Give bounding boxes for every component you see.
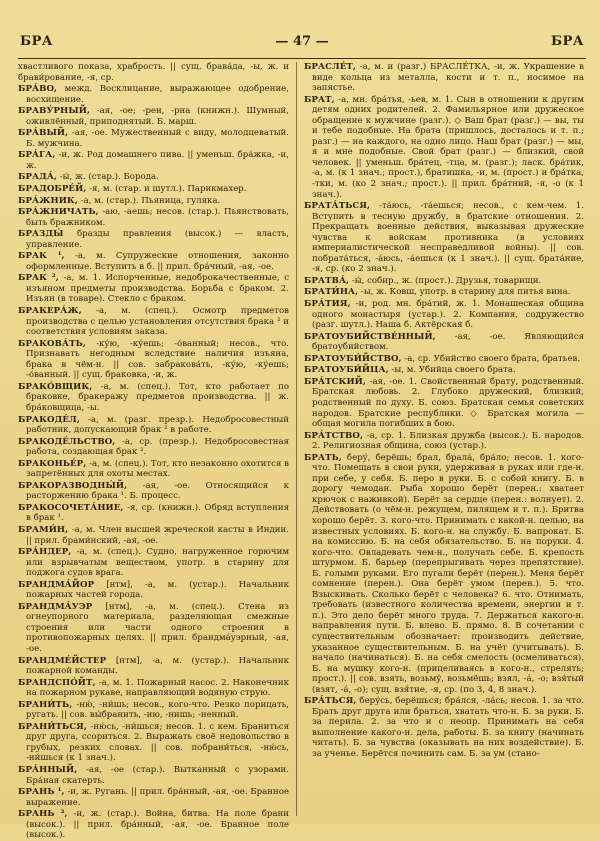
dictionary-entry [18,273,289,305]
entry-definition: -та́юсь, -та́ешься; несов., с кем-чем. 1. Вступить в тесную дружбу, в братские отношения. 2. Прекращать военные действия, выказывая дружеские чувства к войскам противника (в условиях империалистической несправедливой войны). || сов. побрата́ться, -а́юсь, -а́ешься (к 1 знач.). || сущ. брата́ние, -я, ср. (ко 2 знач.). [312,201,585,275]
dictionary-entry [18,459,289,480]
left-guide-word: БРА [20,34,53,49]
dictionary-entry [18,547,289,579]
dictionary-entry [304,453,584,696]
entry-definition: -ы, ж. Ковш, употр. в старину для питья вина. [360,287,571,298]
dictionary-entry [18,150,289,171]
dictionary-entry [18,207,289,228]
entry-headword: БРАСЛЕ́Т, [304,62,356,72]
dictionary-entry [18,339,289,381]
dictionary-entry [304,62,584,94]
entry-definition: -а, ср. (презр.). Недобросовестная работа, создающая брак ². [26,436,289,458]
entry-headword: БРАДА́, [18,172,58,183]
dictionary-entry [18,128,289,149]
dictionary-entry [18,196,289,207]
entry-definition: -ню́, -ни́шь; несов., кого-что. Резко порицать, ругать. || сов. вы́бранить, -ню, -нишь; -ненный. [26,699,289,721]
entry-headword: БРАНДМЕ́ЙСТЕР [18,655,107,666]
right-guide-word: БРА [551,34,584,49]
entry-definition: -ая, -ое; -рен, -рна (книжн.). Шумный, оживлённый, приподнятый. Б. марш. [26,106,289,127]
entry-definition: -ы́, собир., ж. (прост.). Друзья, товарищи. [351,275,542,286]
entry-headword: БРАКЕРА́Ж, [18,306,82,317]
dictionary-entry [304,201,584,275]
dictionary-entry [304,377,584,430]
entry-definition: -ая, -ое. Являющийся братоубийством. [312,331,584,353]
entry-definition: -а, м. (разг. презр.). Недобросовестный работник, допускающий брак ² в работе. [26,414,289,436]
entry-headword: БРАКОРАЗВОДНЫ́Й, [18,480,128,491]
entry-definition: [нтм], -а, м. (спец.). Стена из огнеупорного материала, разделяющая смежные строения или части одного строения в противопожарных целях. || прил. брандма́уэрный, -ая, -ое. [26,601,289,654]
entry-headword: БРАКОНЬЕ́Р, [18,458,87,469]
entry-headword: БРАНИ́ТЬ, [18,699,73,710]
entry-headword: БРА́ТЬСЯ, [304,696,357,707]
entry-definition: бразды правления (высок.) — власть, управление. [26,229,290,250]
entry-headword: БРАНДСПО́ЙТ, [18,677,96,688]
entry-headword: БРАТОУБИ́ЙЦА, [304,365,389,376]
dictionary-entry [18,172,289,183]
entry-headword: БРА́ВЫЙ, [18,128,69,139]
entry-headword: БРАНДМА́УЭР [18,601,93,612]
dictionary-entry [304,431,584,452]
entry-definition: -а, м. (спец.). Судно, нагруженное горючим или взрывчатым веществом, употр. в старину для поджога судов врага. [26,547,289,579]
entry-headword: БРА́ТСТВО, [304,430,364,441]
entry-definition: -аю, -аешь; несов. (стар.). Пьянствовать, быть бражником. [26,207,289,228]
entry-definition: беру́сь, берёшься; бра́лся, -ла́сь; несов. 1. за что. Брать друг друга или браться, хватать что-н. Б. за руки. Б. за перила. 2. за что и с неопр. Принимать на себя выполнение какого-н. дела, работы. Б. за книгу (начинать читать). Б. за чувства (оказывать на них воздействие). Б. за ученье. Берётся починить сам. Б. за ум (стано- [312,696,584,759]
entry-definition: -а, м. Супружеские отношения, законно оформленные. Вступить в б. || прил. бра́чный, -ая, -ое. [26,251,289,272]
dictionary-entry [18,722,289,764]
entry-definition: -а, м. 1. Испорченные, недоброкачественные, с изъяном предметы производства. Борьба с браком. 2. Изъян (в товаре). Стекло с браком. [26,273,290,305]
entry-definition: -ню́сь, -ни́шься; несов. 1. с кем. Браниться друг друга, ссориться. 2. Выражать своё недовольство в грубых, резких словах. || сов. побрани́ться, -ню́сь, -ни́шься (к 1 знач.). [26,721,290,764]
entry-definition: -ку́ю, -ку́ешь; -о́ванный; несов., что. Признавать негодным вследствие наличия изъяна, брака в чём-н. || сов. забракова́ть, -ку́ю, -ку́ешь; -о́ванный. || сущ. браковка, -и, ж. [26,338,290,381]
entry-headword: БРАВУ́РНЫЙ, [18,106,91,117]
dictionary-entry [18,700,289,721]
entry-definition: -ы, м. Убийца своего брата. [391,365,516,376]
entry-headword: БРАНЬ ², [18,809,68,820]
entry-definition: -а, м. (спец.). Тот, кто незаконно охотится в запретённых для охоты местах. [26,458,289,480]
entry-headword: БРАНДМА́ЙОР [18,579,95,590]
dictionary-entry [304,365,584,376]
entry-headword: БРАТОУБИЙСТВЕ́ННЫЙ, [304,331,436,342]
entry-definition: -я, м. (стар. и шутл.). Парикмахер. [89,184,247,195]
entry-headword: БРА́ТИЯ, [304,299,351,310]
dictionary-entry [18,184,289,195]
dictionary-entry [18,106,289,127]
dictionary-entry [304,332,584,353]
entry-definition: [нтм], -а, м. (устар.). Начальник пожарных частей города. [26,579,290,601]
dictionary-entry [18,382,289,414]
entry-headword: БРАТ, [304,94,335,105]
entry-headword: БРА́ННЫЙ, [18,765,78,775]
dictionary-entry [18,580,289,601]
dictionary-entry [304,696,584,759]
entry-headword: БРАТИ́НА, [304,287,359,298]
page-number: — 47 — [275,34,329,49]
dictionary-entry [18,678,289,699]
entry-definition: -а, м. Член высшей жреческой касты в Индии. || прил. брами́нский, -ая, -ое. [26,524,289,546]
dictionary-entry [18,503,289,524]
entry-definition: -ая, -ое (стар.). Вытканный с узорами. Бра́ная скатерть. [26,765,290,786]
entry-definition: -а, ср. Убийство своего брата, братьев. [404,353,581,364]
entry-definition: -а, м. (спец.). Тот, кто работает по браковке, бракеражу предметов производства. || ж. бра́ковщица, -ы. [26,381,290,413]
entry-headword: БРАМИ́Н, [18,524,69,535]
entry-definition: -ы́, ж. (стар.). Борода. [59,172,159,183]
entry-definition: -а, м. 1. Пожарный насос. 2. Наконечник на пожарном рукаве, направляющий водяную струю. [26,677,290,699]
dictionary-entry [18,251,289,272]
right-column [304,62,584,818]
entry-headword: БРА́ЖНИЧАТЬ, [18,207,99,218]
entry-headword: БРАТА́ТЬСЯ, [304,201,371,212]
entry-headword: БРАДОБРЕ́Й, [18,184,87,195]
dictionary-entry [18,306,289,338]
entry-definition: -а, мн. бра́тья, -ьев, м. 1. Сын в отношении к другим детям одних родителей. 2. Фамильярное или дружеское обращение к мужчине (разг.). ◇ Ваш брат (разг.) — вы, ты и тебе подобные. На брата (пришлось, досталось и т. п.; разг.) — на каждого, на одно лицо. Наш брат (разг.) — мы, я и мне подобные. Свой брат (разг.) — близкий, свой человек. || уменьш. бра́тец, -тца, м. (разг.); ласк. бра́тик, -а, м. (к 1 знач.; прост.), братишка, -и, м. (прост.) и бра́тка, -тки, м. (ко 2 знач.; прост.). || прил. бра́тний, -я, -о (к 1 знач.). [312,94,584,200]
dictionary-entry [18,602,289,655]
entry-headword: БРА́ВО, [18,84,58,95]
entry-headword: БРАТЬ, [304,452,342,463]
entry-headword: БРАТОУБИ́ЙСТВО, [304,353,402,364]
entry-headword: БРАНЬ ¹, [18,787,65,798]
dictionary-entry [18,787,289,808]
entry-definition: -и, род. мн. бра́тий, ж. 1. Монашеская община одного монастыря (устар.). 2. Компания, содружество (разг. шутл.). Наша б. Актёрская б. [312,299,584,331]
entry-definition: хвастливого показа, храбрость. || сущ. брава́да, -ы, ж. и брави́рование, -я, ср. [18,62,289,83]
entry-headword: БРАКО́ВЩИК, [18,381,93,392]
left-column [18,62,290,841]
entry-definition: -ая, -ое. Мужественный с виду, молодцеватый. Б. мужчина. [26,128,289,149]
entry-headword: БРАТВА́, [304,275,350,286]
header-rule [18,58,586,59]
dictionary-entry [18,481,289,502]
column-divider [296,62,297,816]
dictionary-entry [304,95,584,200]
entry-headword: БРА́ТСКИЙ, [304,376,366,387]
entry-headword: БРАКОВА́ТЬ, [18,338,86,349]
entry-definition: -и, ж. Род домашнего пива. || уменьш. бра́жка, -и, ж. [26,150,290,171]
entry-headword: БРАЗДЫ́ [18,229,64,240]
entry-headword: БРАК ¹, [18,251,65,262]
entry-headword: БРА́ЖНИК, [18,195,78,206]
entry-headword: БРАКОДЕ́ЛЬСТВО, [18,436,116,447]
page-header [18,34,586,52]
dictionary-entry [18,84,289,105]
entry-definition: -а, м. (стар.). Пьяница, гуляка. [80,195,221,206]
entry-definition: межд. Восклицание, выражающее одобрение, восхищение. [26,84,290,105]
entry-definition: -а, ср. 1. Близкая дружба (высок.). Б. народов. 2. Религиозная община, союз (устар.). [312,430,584,452]
dictionary-entry [18,62,289,83]
entry-definition: -ая, -ое. Относящийся к расторжению брака ¹. Б. процесс. [26,480,289,502]
entry-definition: -и, ж. (стар.). Война, битва. На поле брани (высок.). || прил. бра́нный, -ая, -ое. Бранное поле (высок.). [26,809,290,841]
dictionary-entry [18,415,289,436]
dictionary-entry [18,656,289,677]
entry-definition: -а, м. и (разг.) БРАСЛЕ́ТКА, -и, ж. Украшение в виде кольца из металла, кости и т. п., носимое на запястье. [312,62,585,94]
entry-headword: БРАКОСОЧЕТА́НИЕ, [18,502,124,513]
entry-definition: беру́, берёшь; брал, брала́, бра́ло; несов. 1. кого-что. Помещать в свои руки, удерживая в руках или где-н. при себе, у себя. Б. перо в руки. Б. с собой книгу. Б. в дорогу чемодан. Рыба хорошо берёт (перен.: хватает крючок с наживкой). Берёт за сердце (перен.: волнует). 2. Действовать (о чём-н. режущем, пилящем и т. п.). Бритва хорошо берёт. 3. кого-что. Принимать с какой-н. целью, на известных условиях. Б. кого-н. на службу. Б. напрокат. Б. на комиссию. Б. на себя обязательство. Б. на поруки. 4. кого-что. Овладевать чем-н., получать себе. Б. крепость штурмом. Б. барьер (перепрыгивать через препятствие). Б. голыми руками. Его пугали берёт (перен.). Меня берёт сомнение (перен.). Она берёт умом (перен.). 5. что. Взыскивать. Сколько берёт с человека? 6. что. Отнимать, требовать (известного количества времени, энергии и т. п.). Это дело берёт много труда. 7. Держаться какого-н. направления пути. Б. влево. Б. прямо. 8. В сочетании с существительным обозначает: производить действие, указанное существительным. Б. на учёт (учитывать). Б. начало (начинаться). Б. на себя смелость (осмеливаться). Б. на мушку кого-н. (прицеливаясь в кого-н., стрелять; прост.). || сов. взять, возьму́, возьмёшь; взял, -á, -о; взя́тый (взят, -á, -о); сущ. взя́тие, -я, ср. (по 3, 4, 8 знач.). [312,452,584,695]
entry-definition: [нтм], -а, м. (устар.). Начальник пожарной команды. [26,655,290,677]
dictionary-entry [304,299,584,331]
entry-headword: БРА́ГА, [18,150,56,161]
entry-headword: БРАНИ́ТЬСЯ, [18,721,87,732]
dictionary-entry [18,809,289,841]
entry-definition: -а, м. (спец.). Осмотр предметов производства с целью установления отсутствия брака ² и соответствия условиям заказа. [26,306,290,338]
entry-headword: БРА́НДЕР, [18,547,72,558]
dictionary-entry [18,229,289,250]
dictionary-entry [18,525,289,546]
dictionary-entry [304,354,584,365]
entry-headword: БРАКОДЕ́Л, [18,414,80,425]
entry-definition: -ая, -ое. 1. Свойственный брату, родственный. Братская любовь. 2. Глубоко дружеский, близкий, родственный по духу. Б. союз. Братская семья советских народов. Братские республики. ◇ Братская могила — общая могила погибших в бою. [312,376,584,430]
entry-definition: -я, ср. (книжн.). Обряд вступления в брак ¹. [26,502,289,524]
entry-headword: БРАК ², [18,273,59,284]
dictionary-entry [304,287,584,298]
entry-definition: -и, ж. Ругань. || прил. бра́нный, -ая, -ое. Бранное выражение. [26,787,289,808]
dictionary-entry [18,437,289,458]
dictionary-entry [18,765,289,786]
dictionary-entry [304,276,584,287]
